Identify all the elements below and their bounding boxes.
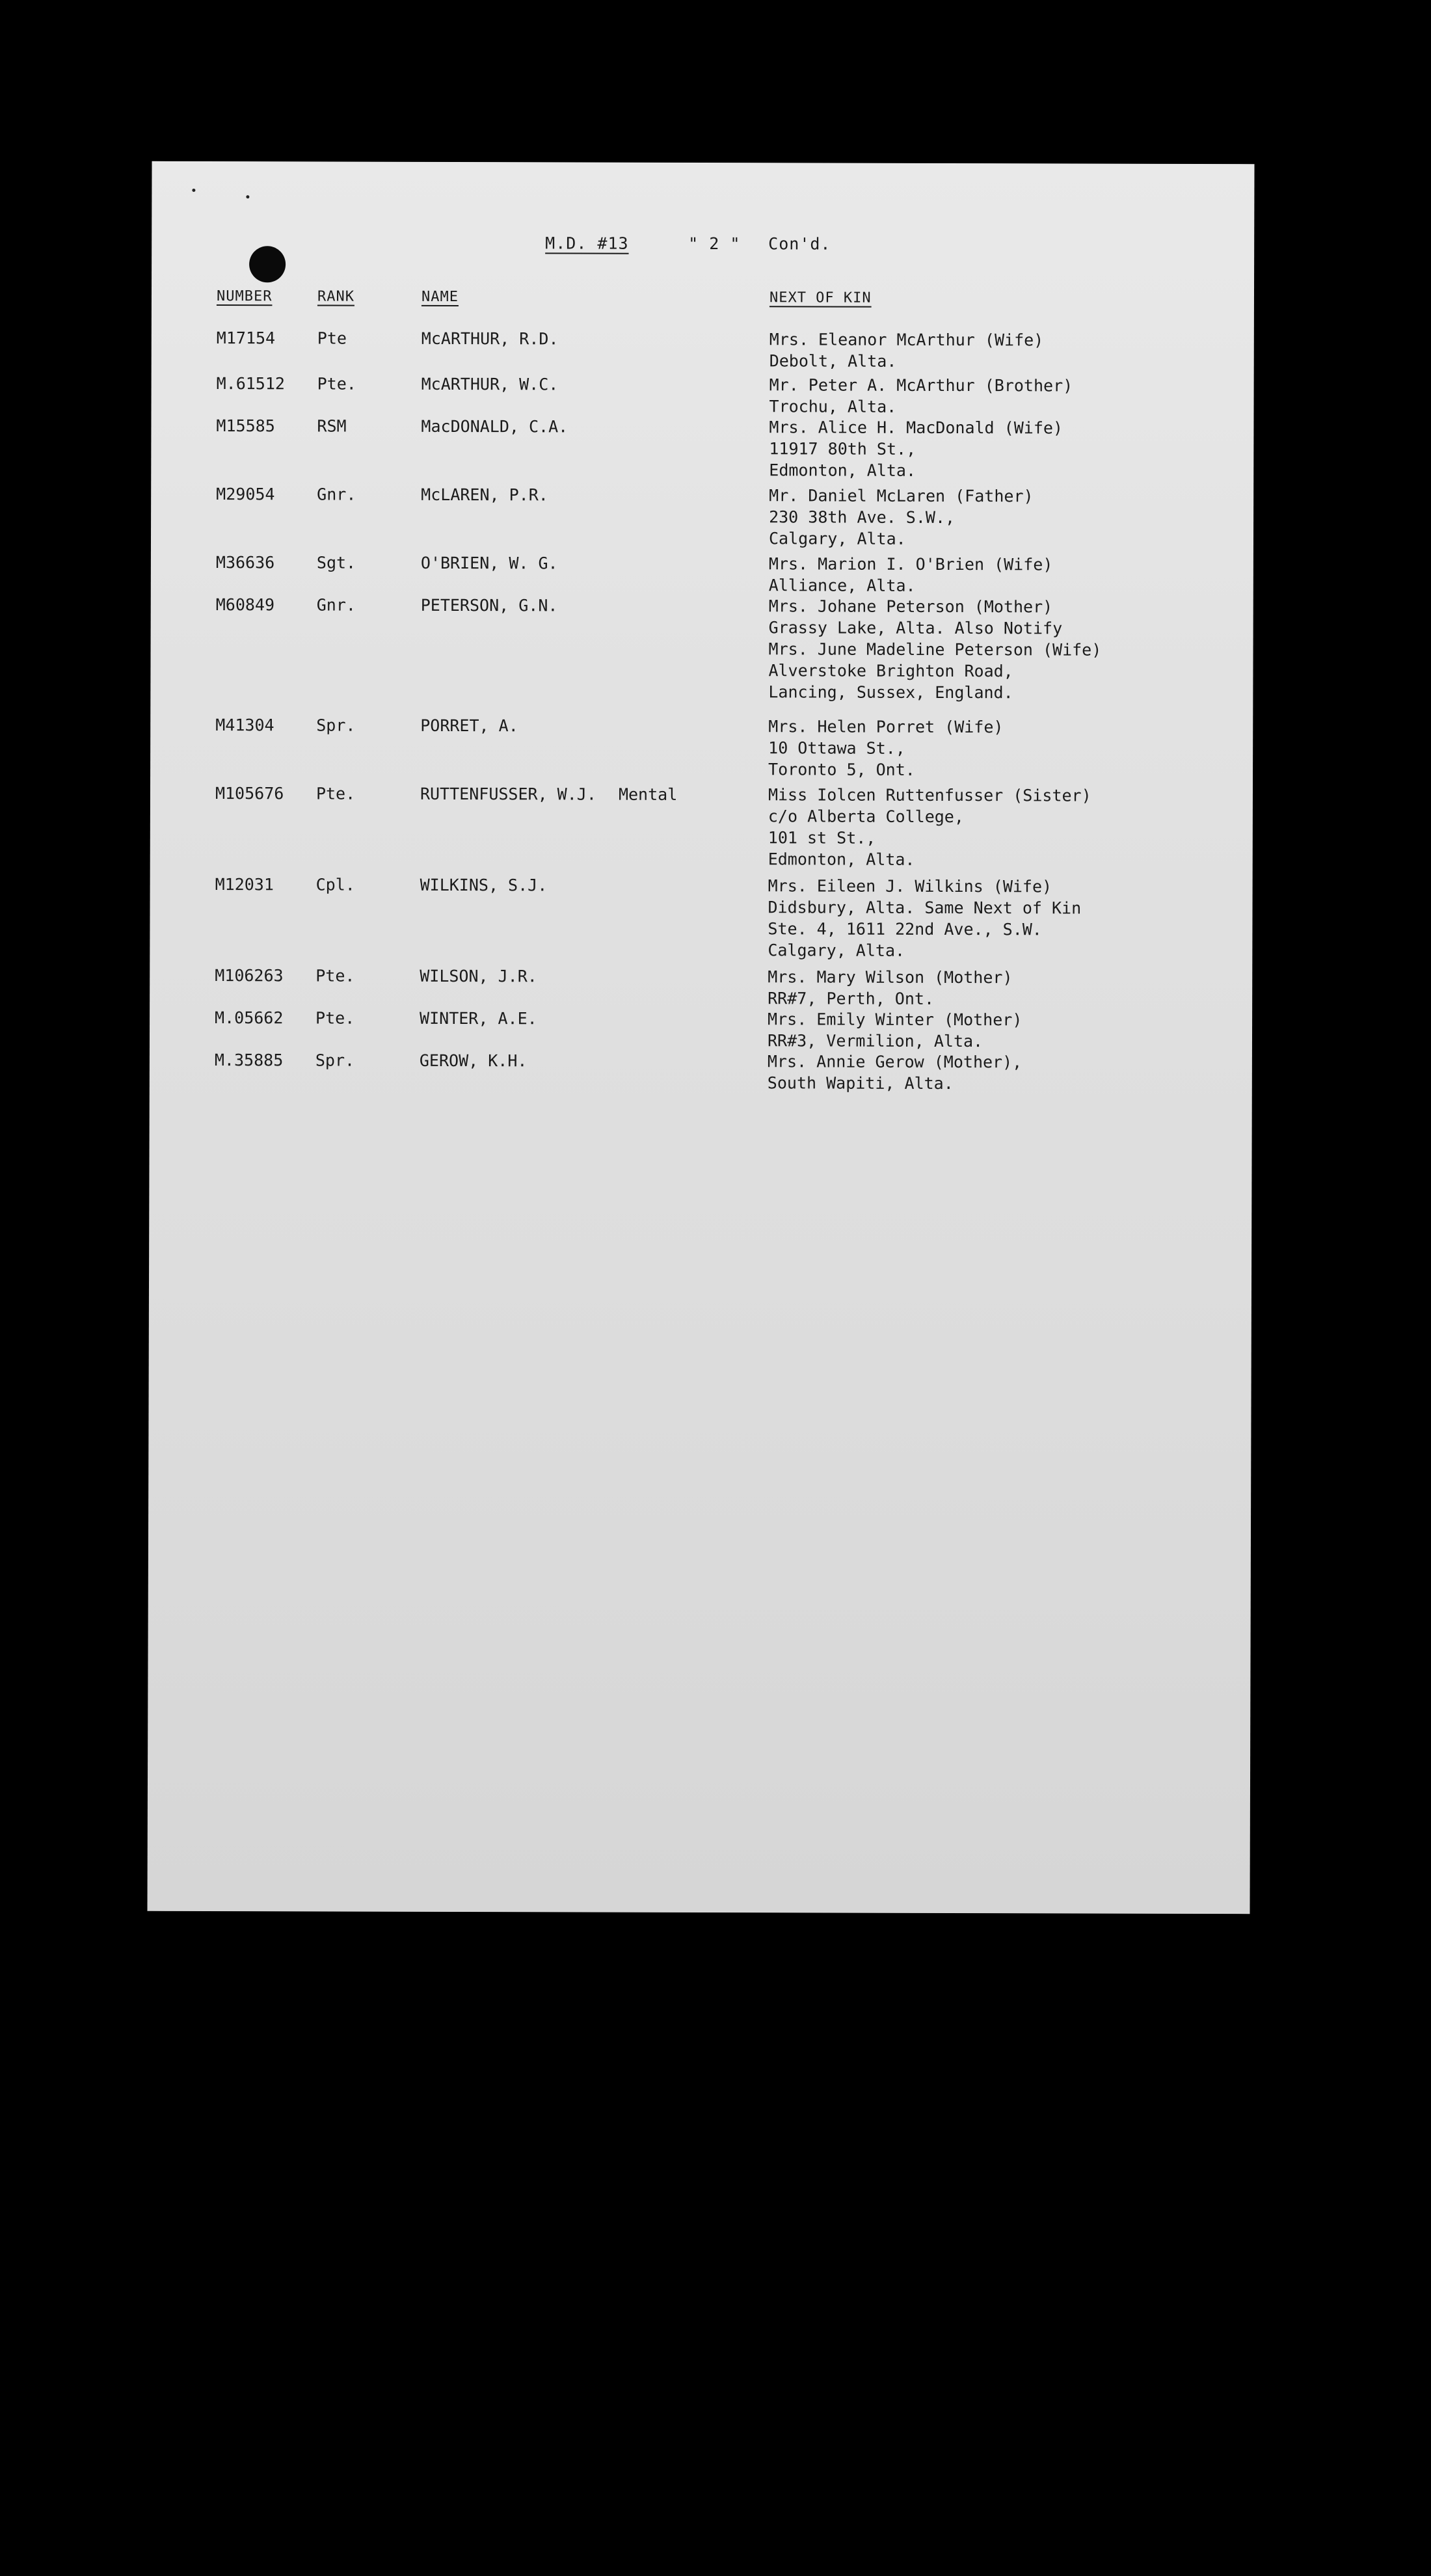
- next-of-kin-line: Mr. Peter A. McArthur (Brother): [769, 375, 1073, 396]
- next-of-kin: [769, 553, 1053, 597]
- rank: Pte.: [317, 374, 356, 394]
- next-of-kin-line: Mrs. Emily Winter (Mother): [768, 1010, 1023, 1030]
- personnel-row: [150, 714, 1253, 779]
- column-header-next-of-kin: NEXT OF KIN: [769, 289, 872, 306]
- soldier-name: McLAREN, P.R.: [421, 485, 548, 505]
- next-of-kin-line: RR#7, Perth, Ont.: [768, 989, 935, 1008]
- soldier-name: McARTHUR, R.D.: [421, 329, 559, 349]
- soldier-name: WINTER, A.E.: [420, 1008, 537, 1028]
- next-of-kin-line: Ste. 4, 1611 22nd Ave., S.W.: [768, 919, 1042, 939]
- next-of-kin-line: Lancing, Sussex, England.: [768, 682, 1013, 703]
- next-of-kin-line: Mrs. Johane Peterson (Mother): [768, 597, 1053, 617]
- personnel-row: [150, 1007, 1252, 1051]
- next-of-kin-line: Debolt, Alta.: [769, 351, 897, 371]
- page-number: " 2 ": [688, 234, 741, 254]
- rank: Pte.: [315, 784, 356, 803]
- personnel-row: [150, 1049, 1252, 1093]
- next-of-kin: [769, 329, 1044, 372]
- service-number: M60849: [215, 595, 275, 615]
- next-of-kin: [768, 966, 1012, 1010]
- next-of-kin-line: Mrs. Annie Gerow (Mother),: [767, 1052, 1023, 1072]
- soldier-name: PETERSON, G.N.: [420, 595, 558, 615]
- rank: Pte: [317, 329, 347, 348]
- next-of-kin-line: Mrs. Marion I. O'Brien (Wife): [768, 554, 1053, 574]
- next-of-kin-line: 101 st St.,: [768, 828, 876, 848]
- rank: Pte.: [315, 1008, 355, 1028]
- service-number: M15585: [216, 416, 275, 436]
- speck: [192, 189, 195, 192]
- next-of-kin-line: Mrs. Helen Porret (Wife): [768, 717, 1004, 737]
- next-of-kin-line: Miss Iolcen Ruttenfusser (Sister): [768, 785, 1091, 805]
- personnel-row: [150, 874, 1253, 960]
- soldier-name: WILSON, J.R.: [420, 966, 537, 986]
- service-number: M41304: [215, 716, 274, 735]
- next-of-kin-line: Edmonton, Alta.: [768, 850, 915, 869]
- next-of-kin-line: Alverstoke Brighton Road,: [768, 661, 1013, 681]
- next-of-kin: [768, 595, 1101, 703]
- next-of-kin: [769, 416, 1063, 481]
- soldier-name: PORRET, A.: [420, 716, 518, 736]
- district-heading: M.D. #13: [545, 234, 629, 253]
- next-of-kin-line: c/o Alberta College,: [768, 807, 964, 827]
- soldier-name: RUTTENFUSSER, W.J.: [420, 784, 596, 804]
- next-of-kin-line: Mrs. Mary Wilson (Mother): [768, 967, 1013, 987]
- personnel-row: [150, 783, 1253, 869]
- next-of-kin-line: Mrs. June Madeline Peterson (Wife): [768, 639, 1102, 660]
- service-number: M.35885: [214, 1051, 284, 1070]
- soldier-name: McARTHUR, W.C.: [421, 374, 559, 394]
- soldier-name: O'BRIEN, W. G.: [420, 553, 558, 573]
- rank: Sgt.: [316, 553, 356, 572]
- service-number: M36636: [215, 553, 275, 572]
- next-of-kin-line: RR#3, Vermilion, Alta.: [767, 1031, 983, 1051]
- speck: [246, 195, 249, 198]
- column-header-rank: RANK: [317, 288, 354, 305]
- next-of-kin: [768, 784, 1091, 870]
- next-of-kin-line: Toronto 5, Ont.: [768, 760, 915, 779]
- rank: Spr.: [316, 716, 356, 735]
- next-of-kin-line: Mrs. Alice H. MacDonald (Wife): [769, 418, 1063, 438]
- rank: Cpl.: [315, 875, 355, 894]
- next-of-kin-line: 230 38th Ave. S.W.,: [769, 507, 956, 528]
- next-of-kin-line: Calgary, Alta.: [768, 941, 905, 960]
- service-number: M29054: [216, 485, 275, 504]
- next-of-kin: [769, 374, 1073, 418]
- next-of-kin-line: Alliance, Alta.: [768, 576, 916, 595]
- rank: Pte.: [315, 966, 355, 986]
- next-of-kin-line: Trochu, Alta.: [769, 397, 897, 416]
- service-number: M105676: [215, 784, 284, 803]
- personnel-row: [151, 594, 1253, 703]
- document-page: [147, 161, 1254, 1914]
- next-of-kin-line: Grassy Lake, Alta. Also Notify: [768, 618, 1063, 638]
- rank: RSM: [317, 416, 347, 436]
- next-of-kin: [768, 1051, 1023, 1094]
- next-of-kin-line: Didsbury, Alta. Same Next of Kin: [768, 898, 1082, 918]
- service-number: M17154: [216, 329, 276, 348]
- service-number: M.61512: [216, 374, 286, 394]
- soldier-name: GEROW, K.H.: [419, 1051, 528, 1071]
- next-of-kin-line: 10 Ottawa St.,: [768, 738, 905, 758]
- personnel-row: [152, 327, 1254, 371]
- next-of-kin-line: Edmonton, Alta.: [769, 461, 916, 480]
- next-of-kin-line: Mr. Daniel McLaren (Father): [769, 486, 1034, 506]
- next-of-kin: [769, 485, 1034, 550]
- column-header-number: NUMBER: [216, 288, 273, 305]
- next-of-kin: [768, 875, 1081, 961]
- continued-label: Con'd.: [768, 234, 831, 254]
- next-of-kin-line: South Wapiti, Alta.: [767, 1073, 954, 1093]
- personnel-row: [152, 373, 1254, 416]
- personnel-row: [152, 415, 1254, 480]
- next-of-kin-line: 11917 80th St.,: [769, 439, 916, 459]
- next-of-kin: [768, 1008, 1023, 1052]
- next-of-kin-line: Mrs. Eileen J. Wilkins (Wife): [768, 876, 1052, 896]
- personnel-row: [151, 483, 1253, 548]
- rank: Gnr.: [316, 595, 356, 615]
- soldier-name: WILKINS, S.J.: [420, 875, 548, 895]
- remark: Mental: [618, 785, 678, 804]
- punch-hole: [249, 246, 286, 282]
- next-of-kin-line: Calgary, Alta.: [768, 529, 906, 548]
- service-number: M12031: [215, 875, 274, 894]
- next-of-kin-line: Mrs. Eleanor McArthur (Wife): [769, 330, 1044, 350]
- service-number: M106263: [215, 966, 284, 986]
- next-of-kin: [768, 716, 1003, 781]
- rank: Spr.: [315, 1051, 355, 1070]
- service-number: M.05662: [215, 1008, 284, 1028]
- column-header-name: NAME: [421, 288, 459, 306]
- soldier-name: MacDONALD, C.A.: [421, 416, 568, 436]
- rank: Gnr.: [317, 485, 356, 504]
- personnel-row: [151, 552, 1253, 595]
- personnel-row: [150, 965, 1252, 1008]
